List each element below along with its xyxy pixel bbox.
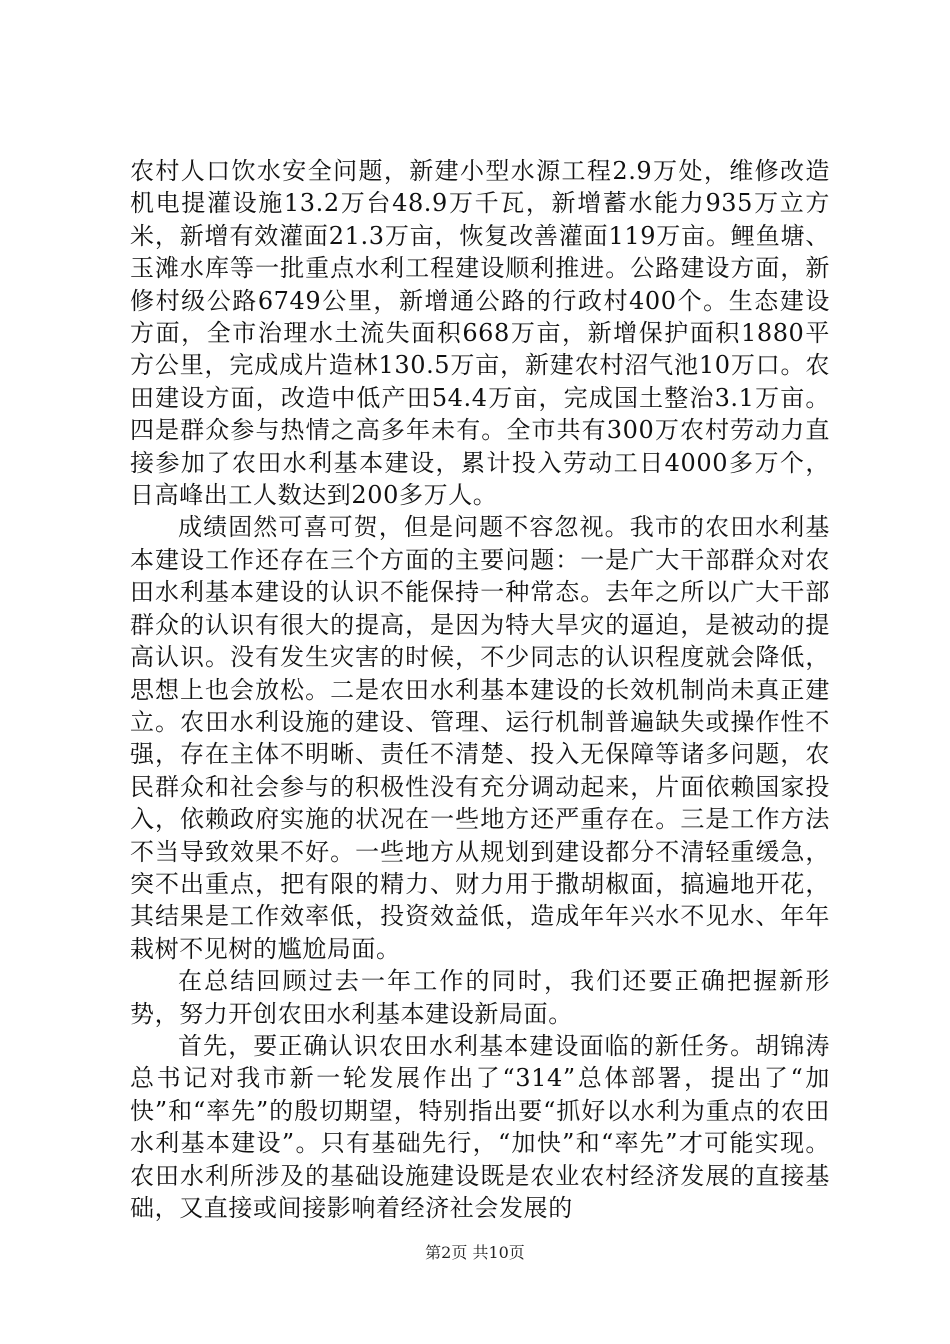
paragraph-3: 在总结回顾过去一年工作的同时，我们还要正确把握新形势，努力开创农田水利基本建设新局面。	[130, 967, 830, 1028]
page-footer: 第2页 共10页	[425, 1243, 525, 1262]
paragraph-2: 成绩固然可喜可贺，但是问题不容忽视。我市的农田水利基本建设工作还存在三个方面的主要问题：一是广大干部群众对农田水利基本建设的认识不能保持一种常态。去年之所以广大干部群众的认识有很大的提高，是因为特大旱灾的逼迫，是被动的提高认识。没有发生灾害的时候，不少同志的认识程度就会降低，思想上也会放松。二是农田水利基本建设的长效机制尚未真正建立。农田水利设施的建设、管理、运行机制普遍缺失或操作性不强，存在主体不明晰、责任不清楚、投入无保障等诸多问题，农民群众和社会参与的积极性没有充分调动起来，片面依赖国家投入，依赖政府实施的状况在一些地方还严重存在。三是工作方法不当导致效果不好。一些地方从规划到建设都分不清轻重缓急，突不出重点，把有限的精力、财力用于撒胡椒面，搞遍地开花，其结果是工作效率低，投资效益低，造成年年兴水不见水、年年栽树不见树的尴尬局面。	[130, 513, 830, 963]
document-body	[130, 155, 830, 1224]
paragraph-4: 首先，要正确认识农田水利基本建设面临的新任务。胡锦涛总书记对我市新一轮发展作出了“314”总体部署，提出了“加快”和“率先”的殷切期望，特别指出要“抓好以水利为重点的农田水利基本建设”。只有基础先行，“加快”和“率先”才可能实现。农田水利所涉及的基础设施建设既是农业农村经济发展的直接基础，又直接或间接影响着经济社会发展的	[130, 1031, 830, 1222]
paragraph-1: 农村人口饮水安全问题，新建小型水源工程2.9万处，维修改造机电提灌设施13.2万台48.9万千瓦，新增蓄水能力935万立方米，新增有效灌面21.3万亩，恢复改善灌面119万亩。鲤鱼塘、玉滩水库等一批重点水利工程建设顺利推进。公路建设方面，新修村级公路6749公里，新增通公路的行政村400个。生态建设方面，全市治理水土流失面积668万亩，新增保护面积1880平方公里，完成成片造林130.5万亩，新建农村沼气池10万口。农田建设方面，改造中低产田54.4万亩，完成国土整治3.1万亩。四是群众参与热情之高多年未有。全市共有300万农村劳动力直接参加了农田水利基本建设，累计投入劳动工日4000多万个，日高峰出工人数达到200多万人。	[130, 157, 830, 510]
